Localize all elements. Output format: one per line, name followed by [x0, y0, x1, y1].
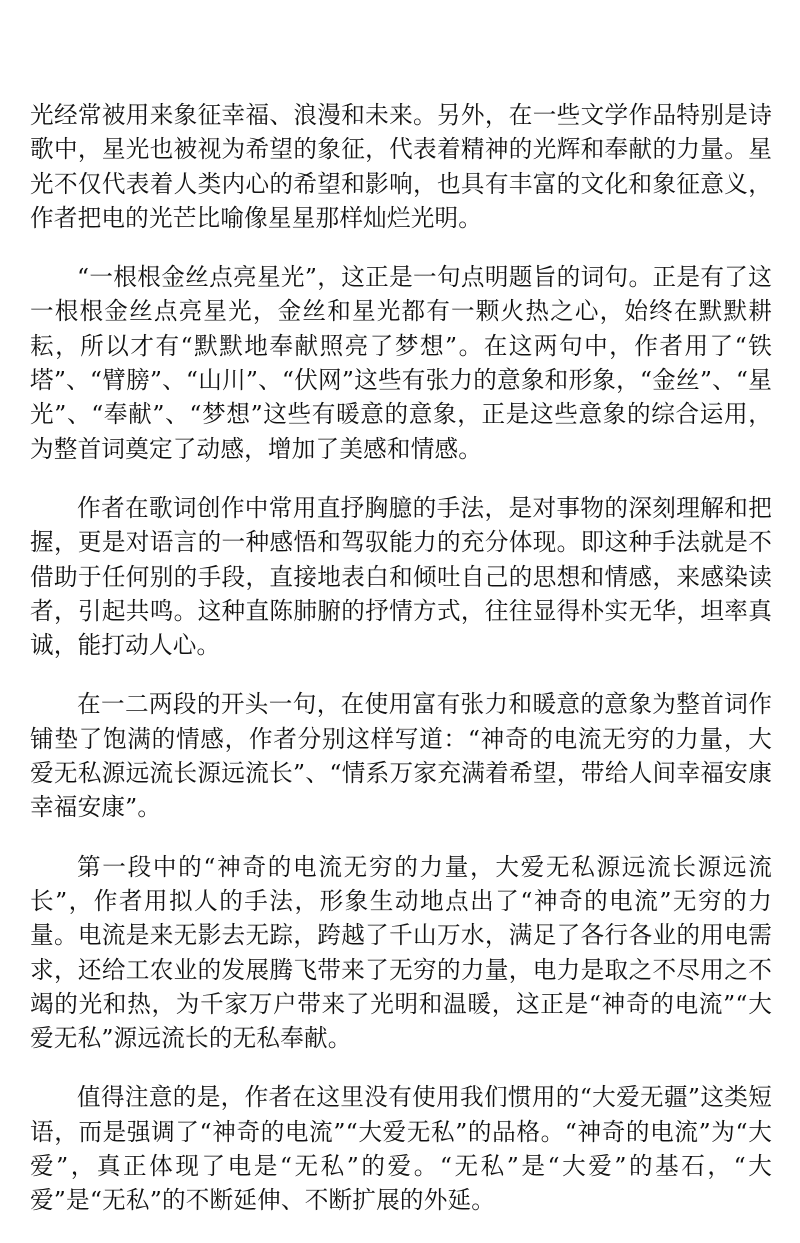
paragraph-starlight-symbolism: 光经常被用来象征幸福、浪漫和未来。另外，在一些文学作品特别是诗歌中，星光也被视为希望的象征，代表着精神的光辉和奉献的力量。星光不仅代表着人类内心的希望和影响，也具有丰富的文化和象征意义，作者把电的光芒比喻像星星那样灿烂光明。 — [30, 101, 772, 232]
document-page — [30, 98, 772, 1243]
paragraph-great-love: 值得注意的是，作者在这里没有使用我们惯用的“大爱无疆”这类短语，而是强调了“神奇的电流”“大爱无私”的品格。“神奇的电流”为“大爱”，真正体现了电是“无私”的爱。“无私”是“大爱”的基石，“大爱”是“无私”的不断延伸、不断扩展的外延。 — [30, 1083, 772, 1215]
paragraph-opening-lines: 在一二两段的开头一句，在使用富有张力和暖意的意象为整首词作铺垫了饱满的情感，作者分别这样写道：“神奇的电流无穷的力量，大爱无私源远流长源远流长”、“情系万家充满着希望，带给人间幸福安康幸福安康”。 — [30, 690, 772, 822]
paragraph-direct-expression: 作者在歌词创作中常用直抒胸臆的手法，是对事物的深刻理解和把握，更是对语言的一种感悟和驾驭能力的充分体现。即这种手法就是不借助于任何别的手段，直接地表白和倾吐自己的思想和情感，来感染读者，引起共鸣。这种直陈肺腑的抒情方式，往往显得朴实无华，坦率真诚，能打动人心。 — [30, 493, 772, 660]
paragraph-first-section: 第一段中的“神奇的电流无穷的力量，大爱无私源远流长源远流长”，作者用拟人的手法，形象生动地点出了“神奇的电流”无穷的力量。电流是来无影去无踪，跨越了千山万水，满足了各行各业的用电需求，还给工农业的发展腾飞带来了无穷的力量，电力是取之不尽用之不竭的光和热，为千家万户带来了光明和温暖，这正是“神奇的电流”“大爱无私”源远流长的无私奉献。 — [30, 852, 772, 1053]
paragraph-golden-threads: “一根根金丝点亮星光”，这正是一句点明题旨的词句。正是有了这一根根金丝点亮星光，金丝和星光都有一颗火热之心，始终在默默耕耘，所以才有“默默地奉献照亮了梦想”。在这两句中，作者用了“铁塔”、“臂膀”、“山川”、“伏网”这些有张力的意象和形象，“金丝”、“星光”、“奉献”、“梦想”这些有暖意的意象，正是这些意象的综合运用，为整首词奠定了动感，增加了美感和情感。 — [30, 263, 772, 463]
